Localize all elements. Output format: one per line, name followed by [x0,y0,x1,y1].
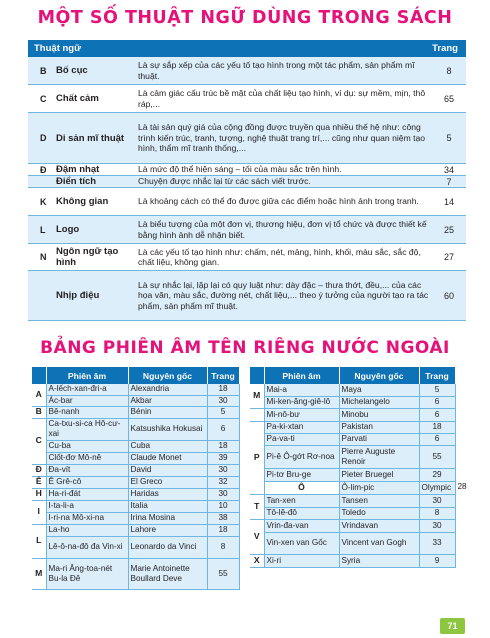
original-name-cell: Pierre Auguste Renoir [339,445,419,468]
transliteration-cell: Mai-a [264,384,339,396]
page-cell: 6 [419,396,455,408]
header-trang: Trang [207,367,239,384]
header-phien-am: Phiên âm [46,367,128,384]
glossary-letter: K [40,196,47,207]
transliteration-row [32,476,239,488]
glossary-page: 60 [443,290,454,301]
glossary-term: Không gian [56,196,109,207]
original-name-cell: Syria [339,554,419,567]
original-name-cell: Alexandria [128,384,207,395]
transliteration-row [250,554,455,567]
header-trang: Trang [419,367,455,384]
original-name-cell: Lahore [128,524,207,536]
glossary-letter: L [40,224,46,235]
original-name-cell: Parvati [339,433,419,445]
original-name-cell: El Greco [128,476,207,488]
transliteration-cell: Tô-lê-đô [264,507,339,519]
page-cell: 30 [207,395,239,406]
original-name-cell: Vincent van Gogh [339,532,419,554]
transliteration-cell: Mi-nô-bư [264,408,339,421]
transliteration-cell: Pa-va-ti [264,433,339,445]
transliteration-cell: La-ho [46,524,128,536]
glossary-letter: C [40,93,47,104]
original-name-cell: Irina Mosina [128,512,207,524]
transliteration-row [32,536,239,558]
page-cell: 30 [207,464,239,476]
glossary-page: 8 [446,65,452,76]
transliteration-cell: Cu-ba [46,440,128,452]
letter-cell: Ê [32,476,46,488]
glossary-page: 7 [446,176,452,187]
transliteration-cell: Pi-tơ Bru-ge [264,468,339,481]
letter-cell [250,408,264,421]
page-cell: 5 [207,406,239,418]
transliteration-row [32,524,239,536]
transliteration-cell: Ác-bar [46,395,128,406]
glossary-term: Bố cục [56,65,88,76]
page-cell: 30 [207,488,239,500]
original-name-cell: Marie Antoinette Boullard Deve [128,558,207,589]
glossary-row [28,244,466,271]
original-name-cell: Bénin [128,406,207,418]
original-name-cell: Minobu [339,408,419,421]
original-name-cell: Olympic [419,481,455,494]
page-cell: 6 [419,408,455,421]
transliteration-cell: Vrin-đa-van [264,519,339,532]
header-phien-am: Phiên âm [264,367,339,384]
glossary-term: Nhịp điệu [56,290,100,301]
page-cell: 30 [419,519,455,532]
letter-cell: V [250,519,264,554]
header-nguyen-goc: Nguyên gốc [339,367,419,384]
transliteration-table-right [250,367,467,568]
glossary-letter [28,176,52,187]
original-name-cell: Pieter Bruegel [339,468,419,481]
glossary-row [28,113,466,164]
page-cell: 38 [207,512,239,524]
glossary-page: 65 [443,93,454,104]
transliteration-row [250,421,455,433]
original-name-cell: Claude Monet [128,452,207,464]
page-cell: 55 [207,558,239,589]
glossary-description: Là biểu tượng của một đơn vị, thương hiệu, đơn vị tổ chức và được thiết kế bằng hình ảnh dễ nhận biết. [138,219,427,240]
glossary-description: Là các yếu tố tạo hình như: chấm, nét, mảng, hình, khối, màu sắc, sắc độ, chất liệu, không gian. [138,246,421,267]
letter-cell: T [250,494,264,519]
original-name-cell: Leonardo da Vinci [128,536,207,558]
glossary-page: 14 [443,196,454,207]
transliteration-cell: I-ta-li-a [46,500,128,512]
original-name-cell: Maya [339,384,419,396]
transliteration-row [32,440,239,452]
original-name-cell: Toledo [339,507,419,519]
letter-header [250,367,264,384]
original-name-cell: Akbar [128,395,207,406]
glossary-row [28,164,466,176]
transliteration-row [250,519,455,532]
glossary-row [28,57,466,85]
page-cell: 8 [207,536,239,558]
glossary-term: Chất cảm [56,93,99,104]
original-name-cell: Italia [128,500,207,512]
original-name-cell: Cuba [128,440,207,452]
page-cell: 29 [419,468,455,481]
transliteration-cell: Ha-ri-đát [46,488,128,500]
letter-header [32,367,46,384]
glossary-letter [28,271,52,320]
glossary-term: Ngôn ngữ tạo hình [56,246,119,268]
glossary-row [28,188,466,216]
page-cell: 10 [207,500,239,512]
page-cell: 18 [207,524,239,536]
letter-cell: H [32,488,46,500]
glossary-title: MỘT SỐ THUẬT NGỮ DÙNG TRONG SÁCH [37,8,453,28]
glossary-header-page: Trang [432,43,458,54]
glossary-term: Điển tích [56,176,97,187]
transliteration-row [32,512,239,524]
page-cell: 33 [419,532,455,554]
original-name-cell: Michelangelo [339,396,419,408]
transliteration-row [32,406,239,418]
transliteration-cell: Tan-xen [264,494,339,507]
page-cell: 6 [419,433,455,445]
glossary-term: Logo [56,224,80,235]
transliteration-cell: Pi-ê Ô-gớt Rơ-noa [264,445,339,468]
transliteration-row [250,532,455,554]
transliteration-cell: A-lếch-xan-đri-a [46,384,128,395]
glossary-description: Là cảm giác cấu trúc bề mặt của chất liệu tạo hình, ví dụ: sự mềm, mịn, thô ráp,... [138,88,426,109]
glossary-letter: B [40,65,47,76]
glossary-description: Chuyện được nhắc lại từ các sách viết trước. [138,176,311,187]
letter-cell: C [32,418,46,464]
transliteration-cell: Ma-ri Ăng-toa-nét Bu-la Đê [46,558,128,589]
original-name-cell: Vrindavan [339,519,419,532]
glossary-row [28,176,466,188]
letter-cell: X [250,554,264,567]
page-cell: 9 [419,554,455,567]
glossary-header [28,40,466,57]
letter-cell: L [32,524,46,558]
glossary-row [28,271,466,321]
transliteration-cell: I-ri-na Mô-xi-na [46,512,128,524]
transliteration-row [32,464,239,476]
transliteration-cell: Ca-txu-si-ca Hô-cư-xai [46,418,128,440]
letter-cell: M [250,384,264,408]
glossary-letter: N [40,252,47,262]
original-name-cell: Haridas [128,488,207,500]
page-cell: 5 [419,384,455,396]
transliteration-row [250,433,455,445]
letter-cell: A [32,384,46,406]
transliteration-cell: Bê-nanh [46,406,128,418]
glossary-description: Là mức độ thể hiện sáng – tối của màu sắc trên hình. [138,164,342,175]
header-nguyen-goc: Nguyên gốc [128,367,207,384]
page-cell: 18 [207,440,239,452]
letter-cell: I [32,500,46,524]
page-cell: 30 [419,494,455,507]
glossary-description: Là khoảng cách có thể đo được giữa các điểm hoặc hình ảnh trong tranh. [138,196,419,207]
transliteration-cell: Clốt-đơ Mô-nê [46,452,128,464]
glossary-description: Là sự sắp xếp của các yếu tố tạo hình trong một tác phẩm, sản phẩm mĩ thuật. [138,60,415,81]
glossary-letter: D [40,133,47,143]
letter-cell: Đ [32,464,46,476]
glossary-body [28,57,466,321]
page-cell: 39 [207,452,239,464]
page-cell: 55 [419,445,455,468]
transliteration-row [250,445,455,468]
transliteration-row [32,558,239,589]
glossary-page: 25 [443,224,454,235]
page-number: 71 [440,618,465,634]
transliteration-row [32,418,239,440]
transliteration-cell: Xi-ri [264,554,339,567]
transliteration-row [250,384,455,396]
glossary-page: 34 [443,164,454,175]
glossary-term: Di sản mĩ thuật [56,132,125,144]
transliteration-cell: Lê-ô-na-đô đa Vin-xi [46,536,128,558]
transliteration-cell: Pa-ki-xtan [264,421,339,433]
transliteration-title: BẢNG PHIÊN ÂM TÊN RIÊNG NƯỚC NGOÀI [40,338,450,358]
glossary-page: 27 [443,252,454,262]
transliteration-row [32,452,239,464]
transliteration-row [32,384,239,395]
original-name-cell: Katsushika Hokusai [128,418,207,440]
letter-cell: P [250,421,264,494]
transliteration-row [250,396,455,408]
page-cell: 6 [207,418,239,440]
transliteration-cell: Ê Grê-cô [46,476,128,488]
transliteration-row [250,507,455,519]
page-cell: 8 [419,507,455,519]
glossary-table [28,40,466,321]
letter-cell: Ô [264,481,339,494]
glossary-letter: Đ [40,164,47,175]
transliteration-row [32,500,239,512]
original-name-cell: David [128,464,207,476]
glossary-header-term: Thuật ngữ [34,43,81,54]
transliteration-row [250,494,455,507]
transliteration-row [250,408,455,421]
glossary-description: Là tài sản quý giá của cộng đồng được truyền qua nhiều thế hệ như: công trình kiến trúc, tranh, tượng, nghệ thuật trang trí,... cũng như quan niệm tạo hình, thẩm mĩ tranh thống,... [138,122,426,154]
page-cell: 32 [207,476,239,488]
transliteration-row [32,395,239,406]
original-name-cell: Tansen [339,494,419,507]
glossary-page: 5 [446,133,452,143]
glossary-description: Là sự nhắc lại, lặp lại có quy luật như: dày đặc – thưa thớt, đều,... của các họa văn, màu sắc, đường nét, chất liệu,... theo ý tưởng của người tạo ra tác phẩm, sản phẩm mĩ thuật. [138,279,429,311]
transliteration-cell: Ô-lim-pic [339,481,419,494]
original-name-cell: Pakistan [339,421,419,433]
transliteration-row [32,488,239,500]
page-cell: 18 [207,384,239,395]
transliteration-table-left [32,367,240,590]
letter-cell: M [32,558,46,589]
page-cell: 18 [419,421,455,433]
glossary-row [28,216,466,244]
letter-cell: B [32,406,46,418]
glossary-term: Đậm nhạt [56,164,100,175]
glossary-row [28,85,466,113]
transliteration-cell: Đa-vít [46,464,128,476]
transliteration-row [250,468,455,481]
transliteration-row: Ô Ô-lim-pic Olympic 28 [250,481,455,494]
transliteration-cell: Mi-ken-ăng-giê-lô [264,396,339,408]
transliteration-cell: Vin-xen van Gốc [264,532,339,554]
